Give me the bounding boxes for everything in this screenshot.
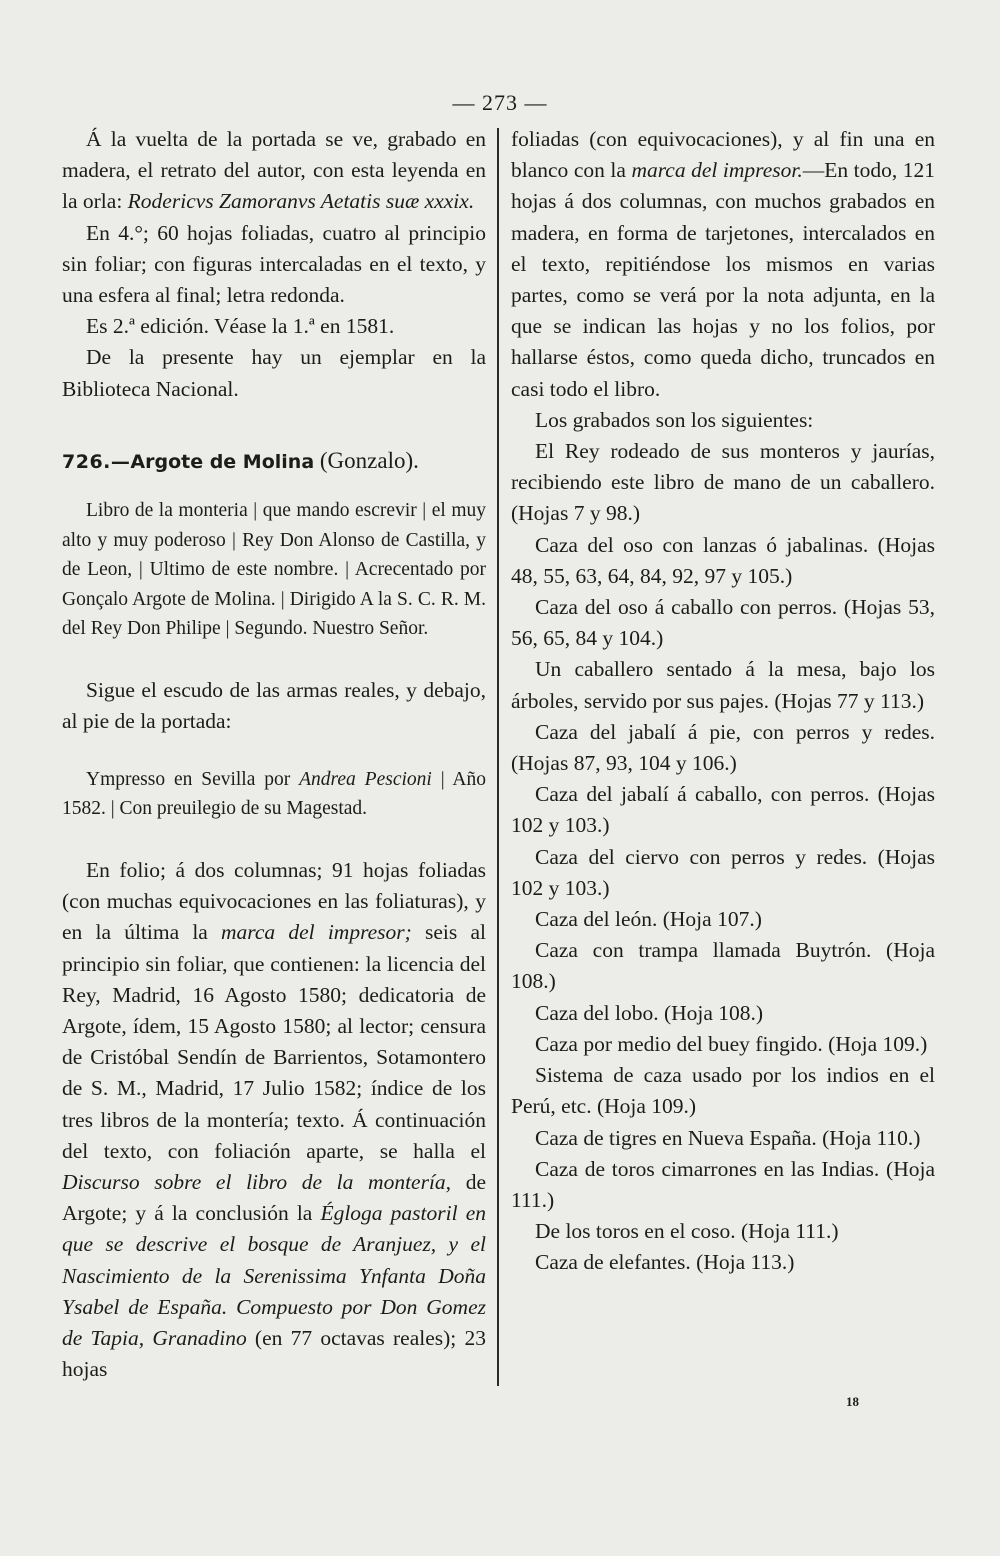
paragraph-text: Á la vuelta de la portada se ve, grabado en madera, el retrato del autor, con esta leyenda en la orla: [62, 127, 486, 214]
printer-name: Andrea Pescioni [299, 768, 432, 790]
paragraph-text: de Argote; y á la conclusión la [62, 1169, 487, 1226]
list-item: Caza del ciervo con perros y redes. (Hojas 102 y 103.) [511, 844, 935, 900]
list-item: Caza por medio del buey fingido. (Hoja 109.) [535, 1031, 928, 1056]
paragraph-text: (en 77 octavas reales); 23 hojas [62, 1325, 487, 1382]
list-item: Caza del lobo. (Hoja 108.) [535, 1000, 764, 1025]
entry-number: 726.— [62, 450, 131, 473]
list-item: Caza de toros cimarrones en las Indias. (Hoja 111.) [511, 1156, 935, 1212]
paragraph-text: seis al principio sin foliar, que contienen: la licencia del Rey, Madrid, 16 Agosto 1580; dedicatoria de Argote, ídem, 15 Agosto 1580; al lector; censura de Cristóbal Sendín de Barrientos, Sotamontero de S. M., Madrid, 17 Julio 1582; índice de los tres libros de la montería; texto. Á continuación del texto, con foliación aparte, se halla el [62, 920, 486, 1163]
list-item: Caza de elefantes. (Hoja 113.) [535, 1250, 795, 1275]
list-item: Caza de tigres en Nueva España. (Hoja 110.) [535, 1125, 921, 1150]
list-item: Un caballero sentado á la mesa, bajo los árboles, servido por sus pajes. (Hojas 77 y 113.) [511, 657, 935, 713]
paragraph-text: foliadas (con equivocaciones), y al fin una en blanco con la [511, 127, 935, 183]
right-column [511, 124, 935, 1279]
left-column [62, 124, 486, 1385]
column-divider [497, 128, 499, 1386]
italic-text: marca del impresor. [631, 158, 803, 183]
colophon [62, 765, 486, 824]
list-item: El Rey rodeado de sus monteros y jaurías, recibiendo este libro de mano de un caballero. (Hojas 7 y 98.) [511, 439, 935, 526]
list-item: Sistema de caza usado por los indios en el Perú, etc. (Hoja 109.) [511, 1063, 935, 1119]
paragraph: En 4.°; 60 hojas foliadas, cuatro al principio sin foliar; con figuras intercaladas en el texto, y una esfera al final; letra redonda. [62, 220, 486, 308]
paragraph [62, 855, 486, 1385]
paragraph [62, 124, 486, 218]
italic-text: marca del impresor; [221, 920, 412, 945]
book-title: Libro de la monteria | que mando escrevir | el muy alto y muy poderoso | Rey Don Alonso de Castilla, y de Leon, | Ultimo de este nombre. | Acrecentado por Gonçalo Argote de Molina. | Dirigido A la S. C. R. M. del Rey Don Philipe | Segundo. Nuestro Señor. [62, 500, 486, 640]
italic-text: Égloga pastoril en que se descrive el bosque de Aranjuez, y el Nascimiento de la Serenissima Ynfanta Doña Ysabel de España. Compuesto por Don Gomez de Tapia, Granadino [62, 1201, 486, 1350]
colophon-text: Ympresso en Sevilla por [86, 768, 300, 790]
entry-heading [62, 445, 486, 478]
list-item: Caza del jabalí á pie, con perros y redes. (Hojas 87, 93, 104 y 106.) [511, 719, 935, 776]
printer-signature: 18 [846, 1394, 859, 1409]
list-item: Caza del jabalí á caballo, con perros. (Hojas 102 y 103.) [511, 782, 935, 838]
paragraph-text: —En todo, 121 hojas á dos columnas, con muchos grabados en madera, en forma de tarjetones, intercalados en el texto, repitiéndose los mismos en varias partes, como se verá por la nota adjunta, en la que se indican las hojas y no los folios, por hallarse éstos, como queda dicho, truncados en casi todo el libro. [511, 158, 936, 401]
entry-author: Argote de Molina [130, 450, 315, 473]
paragraph: Los grabados son los siguientes: [535, 407, 814, 432]
paragraph: De la presente hay un ejemplar en la Biblioteca Nacional. [62, 345, 486, 401]
paragraph-text: En folio; á dos columnas; 91 hojas foliadas (con muchas equivocaciones en las foliaturas), y en la última la [62, 857, 486, 945]
page-number: — 273 — [452, 90, 548, 115]
list-item: Caza del oso con lanzas ó jabalinas. (Hojas 48, 55, 63, 64, 84, 92, 97 y 105.) [511, 532, 935, 588]
list-item: De los toros en el coso. (Hoja 111.) [535, 1219, 839, 1244]
paragraph: Es 2.ª edición. Véase la 1.ª en 1581. [86, 314, 395, 339]
colophon-text: | Año 1582. | Con preuilegio de su Magestad. [62, 768, 486, 820]
paragraph [511, 124, 935, 405]
paragraph: Sigue el escudo de las armas reales, y debajo, al pie de la portada: [62, 677, 486, 733]
italic-text: Rodericvs Zamoranvs Aetatis suæ xxxix. [127, 189, 475, 214]
list-item: Caza con trampa llamada Buytrón. (Hoja 108.) [511, 938, 935, 994]
list-item: Caza del oso á caballo con perros. (Hojas 53, 56, 65, 84 y 104.) [511, 595, 935, 651]
list-item: Caza del león. (Hoja 107.) [535, 907, 762, 932]
entry-author-name: (Gonzalo). [314, 447, 419, 473]
italic-text: Discurso sobre el libro de la montería, [62, 1169, 452, 1194]
